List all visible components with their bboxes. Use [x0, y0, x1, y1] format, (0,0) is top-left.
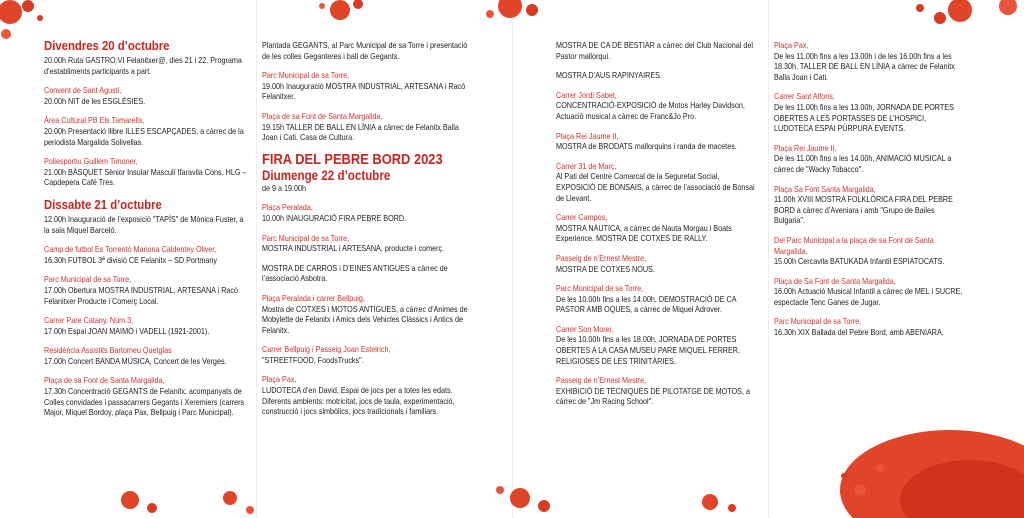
- fira-header: [262, 152, 468, 194]
- paprika-splash-top-center: [300, 0, 420, 40]
- event-text: MOSTRA DE COTXES NOUS.: [556, 263, 655, 274]
- event-place: Carrer Campos,: [556, 212, 608, 223]
- event-text: MOSTRA de BRODATS mallorquins i randa de macetes.: [556, 141, 737, 152]
- event-text: "STREETFOOD, FoodsTrucks".: [262, 354, 364, 365]
- event-text: 10.00h INAUGURACIÓ FIRA PEBRE BORD.: [262, 212, 407, 223]
- event-place: Del Parc Municipal a la plaça de sa Font de Santa Margalida,: [774, 234, 934, 256]
- event-entry: [262, 233, 468, 254]
- event-entry: [262, 293, 468, 335]
- paprika-splash-top-right: [840, 0, 1024, 44]
- event-place: Plaça Peralada i carrer Bellpuig,: [262, 292, 365, 303]
- event-place: Passeig de n’Ernest Mestre,: [556, 375, 647, 386]
- event-text: 12.00h Inauguració de l’exposició "TAPÍS" de Mònica Fuster, a la sala Miquel Barceló.: [44, 213, 244, 235]
- event-entry: [556, 375, 759, 407]
- event-entry: [774, 316, 965, 337]
- event-text: 19.15h TALLER DE BALL EN LÍNIA a càrrec de Felanitx Balla Joan i Cati. Casa de Cultura.: [262, 121, 459, 143]
- event-entry: [556, 131, 759, 152]
- event-text: De les 10.00h fins a les 18.00h, JORNADA DE PORTES OBERTES A LA CASA MUSEU PARE MIQUEL FERRER, RELIGIOSES DE LES TRINITÀRIES.: [556, 334, 740, 366]
- event-text: LUDOTECA d’en David, Espai de jocs per a totes les edats. Diferents ambients: motricitat, jocs de taula, experimentació, construcció i jocs simbòlics, jocs tradicionals i familiars.: [262, 385, 455, 417]
- event-text: EXHIBICIÓ DE TÈCNIQUES DE PILOTATGE DE MOTOS, a càrrec de "Jm Racing School".: [556, 385, 750, 407]
- event-entry: [774, 91, 965, 133]
- paprika-splash-top-mid: [440, 0, 580, 40]
- fold-line-center: [512, 0, 513, 518]
- event-entry: [44, 85, 250, 106]
- paprika-pile-bottom-right: [820, 380, 1024, 518]
- event-entry: [774, 276, 965, 308]
- event-entry: [262, 344, 468, 365]
- event-entry: [774, 184, 965, 226]
- event-place: Parc Municipal de sa Torre,: [262, 70, 350, 81]
- event-entry: [262, 40, 468, 61]
- event-text: Mostra de COTXES i MOTOS ANTIGUES, a càrrec d’Animes de Mobylette de Felanitx i Amics dels Vehicles Clàssics i Antics de Felanitx.: [262, 303, 468, 335]
- event-entry: [44, 315, 250, 336]
- event-place: Plaça Pax,: [774, 40, 809, 50]
- event-entry: [556, 212, 759, 244]
- paprika-splash-bottom-left: [90, 470, 290, 518]
- event-text: 11.00h XVIII MOSTRA FOLKLÒRICA FIRA DEL PEBRE BORD a càrrec d’Aveniara i amb "Grupo de Bailes Bulgaria".: [774, 194, 953, 226]
- event-entry: [44, 274, 250, 306]
- event-text: De les 11.00h fins a les 14.00h, ANIMACIÓ MUSICAL a càrrec de "Wacky Tobacco".: [774, 153, 952, 174]
- event-entry: [44, 156, 250, 188]
- event-place: Poliesportiu Guillem Timoner,: [44, 156, 138, 167]
- column-sunday-activities: [774, 40, 965, 347]
- event-place: Plaça Rei Jaume II,: [556, 130, 619, 141]
- event-text: 21.00h BÀSQUET Sènior Insular Masculí Ifaravila Cons. HLG – Capdepera Café Tres.: [44, 166, 247, 188]
- event-entry: [262, 263, 468, 284]
- event-text: De les 11.00h fins a les 13.00h, JORNADA DE PORTES OBERTES A LES PORTASSES DE L’HOSPICI, LUDOTECA ESPAI PÚRPURA EVENTS.: [774, 101, 954, 134]
- event-entry: [556, 161, 759, 203]
- event-entry: [556, 70, 759, 81]
- paprika-splash-bottom-right-small: [650, 478, 770, 518]
- event-entry: [262, 202, 468, 223]
- event-entry: [556, 283, 759, 315]
- event-text: MOSTRA DE CARROS i D’EINES ANTIGUES a càrrec de l’associació Asbotra.: [262, 262, 448, 284]
- event-place: Carrer Sant Alfons,: [774, 91, 835, 102]
- event-text: 17.00h Obertura MOSTRA INDUSTRIAL, ARTESANA i Racó Felanitxer Producte i Comerç Local.: [44, 284, 239, 306]
- event-entry: [44, 214, 250, 235]
- event-entry: [774, 235, 965, 267]
- event-place: Carrer Pare Catany, Núm.3,: [44, 315, 134, 326]
- event-entry: [262, 70, 468, 102]
- event-place: Plaça Rei Jaume II,: [774, 142, 837, 153]
- event-entry: [556, 253, 759, 274]
- event-entry: [556, 324, 759, 366]
- event-text: MOSTRA INDUSTRIAL i ARTESANA, producte i comerç.: [262, 243, 445, 254]
- column-saturday-sunday: [262, 40, 468, 426]
- event-place: Carrer Jordi Sabet,: [556, 89, 617, 100]
- event-text: CONCENTRACIÓ-EXPOSICIÓ de Motos Harley Davidson, Actuació musical a càrrec de Franc&Jo Pro.: [556, 100, 745, 121]
- event-place: Plaça Sa Font Santa Margalida,: [774, 183, 876, 194]
- day-heading-friday: Divendres 20 d’octubre: [44, 38, 170, 53]
- event-text: 20.00h Presentació llibre ILLES ESCAPÇADES, a càrrec de la periodista Margalida Solivellas.: [44, 125, 244, 147]
- event-place: Parc Municipal de sa Torre,: [556, 283, 644, 294]
- event-place: Plaça Peralada,: [262, 202, 313, 213]
- event-entry: [44, 244, 250, 265]
- event-entry: [556, 90, 759, 122]
- column-sunday-exhibitions: [556, 40, 759, 416]
- event-text: De les 11.00h fins a les 13.00h i de les 16.00h fins a les 18.30h, TALLER DE BALL EN LÍNIA a càrrec de Felanitx Balla Joan i Cati.: [774, 50, 955, 82]
- day-heading-sunday: Diumenge 22 d’octubre: [262, 167, 391, 183]
- fold-line-left: [256, 0, 257, 518]
- event-place: Parc Municipal de sa Torre,: [774, 316, 862, 327]
- paprika-splash-bottom-center: [470, 460, 600, 518]
- event-text: De les 10.00h fins a les 14.00h, DEMOSTRACIÓ DE CA PASTOR AMB OQUES, a càrrec de Miquel Adrover.: [556, 293, 737, 315]
- fold-line-right: [768, 0, 769, 518]
- event-text: 15.00h Cercavila BATUKADA Infantil ESPIATOCATS.: [774, 256, 945, 267]
- event-entry: [44, 115, 250, 147]
- event-place: Plaça de sa Font de Santa Margalida,: [44, 375, 165, 386]
- event-entry: [262, 374, 468, 416]
- event-place: Àrea Cultural PB Els Tamarells,: [44, 115, 145, 126]
- column-friday-saturday: [44, 38, 250, 427]
- event-text: 17.30h Concentració GEGANTS de Felanitx, acompanyats de Colles convidades i passacarrers Gegants i Xeremiers (carrers Major, Miquel Bordoy, plaça Pax, Bellpuig i Parc Municipal).: [44, 386, 245, 418]
- event-place: Camp de futbol Es Torrentó Mariona Caldentey Oliver,: [44, 244, 217, 255]
- event-entry: [774, 143, 965, 175]
- event-entry: [262, 111, 468, 143]
- event-place: Convent de Sant Agustí,: [44, 85, 122, 96]
- event-text: 16.30h XIX Ballada del Pebre Bord, amb ABENIARA.: [774, 327, 944, 338]
- event-text: 16.30h FUTBOL 3ª divisió CE Felanitx – SD Portmany: [44, 254, 217, 265]
- event-text: 20.00h NIT de les ESGLÉSIES.: [44, 95, 146, 106]
- event-text: 17.00h Concert BANDA MÚSICA, Concert de les Verges.: [44, 355, 227, 366]
- event-entry: [44, 55, 250, 76]
- event-text: Plantada GEGANTS, al Parc Municipal de sa Torre i presentació de les colles Geganteres i ball de Gegants.: [262, 40, 468, 61]
- event-text: MOSTRA D’AUS RAPINYAIRES.: [556, 70, 662, 81]
- event-text: MOSTRA NÀUTICA, a càrrec de Nauta Morgau i Boats Experience. MOSTRA DE COTXES DE RALLY.: [556, 222, 732, 244]
- event-entry: [774, 40, 965, 82]
- event-place: Plaça Pax,: [262, 374, 297, 385]
- event-place: Parc Municipal de sa Torre,: [262, 232, 350, 243]
- event-text: 17.00h Espai JOAN MAIMÓ i VADELL (1921-2001).: [44, 325, 210, 336]
- event-place: Carrer Bellpuig i Passeig Joan Estelrich,: [262, 344, 391, 355]
- event-text: 20.00h Ruta GASTRO.VI Felanitxer@, dies 21 i 22. Programa d’establiments participants a part.: [44, 55, 242, 76]
- event-place: Parc Municipal de sa Torre,: [44, 274, 132, 285]
- day-heading-saturday: Dissabte 21 d’octubre: [44, 196, 162, 212]
- fira-title: FIRA DEL PEBRE BORD 2023: [262, 150, 443, 168]
- event-text: Al Pati del Centre Comarcal de la Seguretat Social, EXPOSICIÓ DE BONSAIS, a càrrec de l’associació de Bonsai de Llevant.: [556, 171, 755, 203]
- event-place: Plaça de Sa Font de Santa Margalida,: [774, 275, 896, 286]
- event-text: MOSTRA DE CA DE BESTIAR a càrrec del Club Nacional del Pastor mallorquí.: [556, 40, 753, 61]
- event-place: Plaça de sa Font de Santa Margalida,: [262, 110, 383, 121]
- event-entry: [556, 40, 759, 61]
- event-entry: [44, 375, 250, 417]
- event-text: 19.00h Inauguració MOSTRA INDUSTRIAL, ARTESANA i Racó Felanitxer.: [262, 80, 466, 102]
- event-text: 16.00h Actuació Musical Infantil a càrrec de MEL i SUCRE, espectacle Tenc Ganes de Jugar.: [774, 286, 963, 307]
- event-place: Residència Assistits Bartomeu Quetglas: [44, 345, 172, 356]
- fira-hours: de 9 a 19.00h: [262, 182, 307, 193]
- event-place: Passeig de n’Ernest Mestre,: [556, 252, 647, 263]
- event-place: Carrer 31 de Març,: [556, 160, 617, 171]
- event-entry: [44, 345, 250, 366]
- event-place: Carrer Son Morei,: [556, 323, 614, 334]
